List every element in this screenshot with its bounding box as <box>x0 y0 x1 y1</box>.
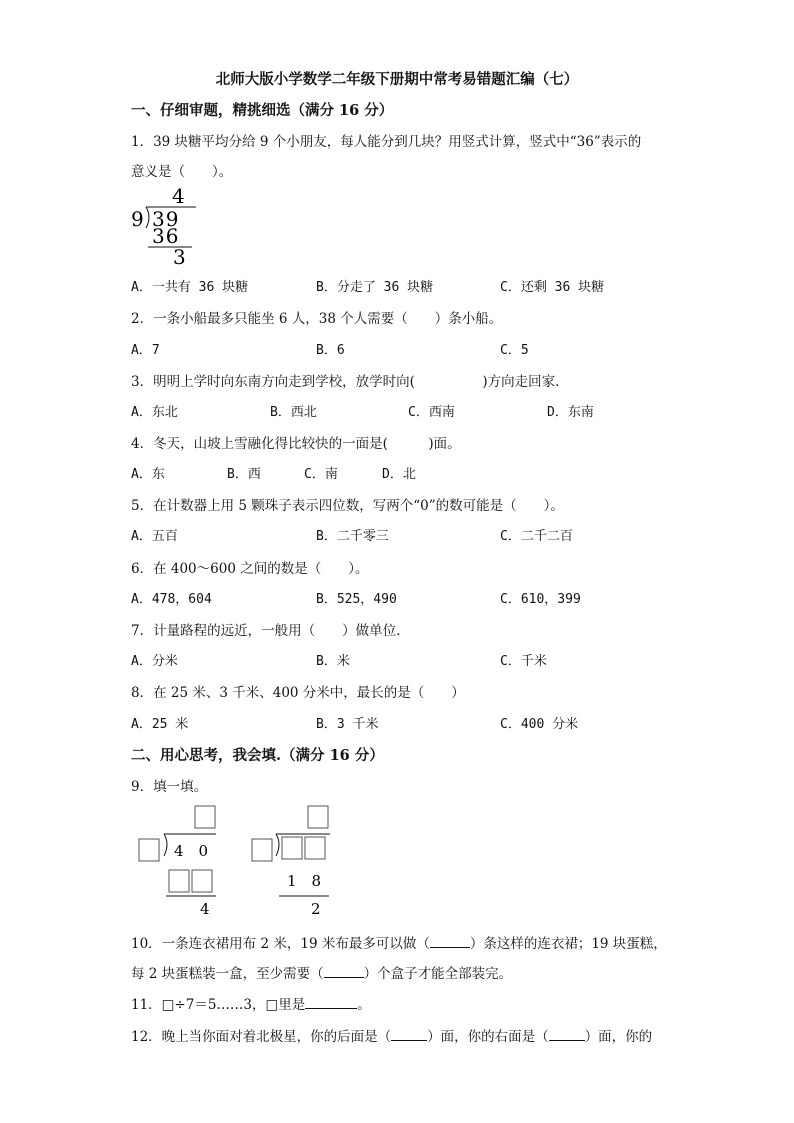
q7-option-a[interactable]: A．分米 <box>131 654 178 669</box>
left-quotient-box[interactable] <box>195 806 215 828</box>
question-3: 3．明明上学时向东南方向走到学校，放学时向( )方向走回家. <box>131 374 560 390</box>
right-dividend-box-2[interactable] <box>305 837 325 859</box>
left-divisor-box[interactable] <box>139 839 159 861</box>
right-dividend-box-1[interactable] <box>282 837 302 859</box>
question-10-line-1 <box>131 932 667 952</box>
q10-text-1: 10．一条连衣裙用布 2 米，19 米布最多可以做（ <box>131 936 430 952</box>
right-product: 1 8 <box>287 872 322 890</box>
question-11 <box>131 993 371 1013</box>
question-1-line-2: 意义是（ ）。 <box>131 164 233 180</box>
left-division <box>139 806 216 918</box>
q4-option-d[interactable]: D．北 <box>382 467 416 482</box>
division-dividend: 39 <box>152 207 180 231</box>
right-quotient-box[interactable] <box>308 806 328 828</box>
division-remainder: 3 <box>173 245 186 268</box>
q8-option-b[interactable]: B．3 千米 <box>316 717 379 732</box>
q12-text-2: ）面，你的右面是（ <box>427 1029 549 1045</box>
question-8: 8．在 25 米、3 千米、400 分米中，最长的是（ ） <box>131 685 465 701</box>
section-heading-1: 一、仔细审题，精挑细选（满分 16 分） <box>131 102 394 119</box>
q7-option-c[interactable]: C．千米 <box>500 654 547 669</box>
q1-option-a[interactable]: A．一共有 36 块糖 <box>131 280 249 295</box>
question-5: 5．在计数器上用 5 颗珠子表示四位数，写两个“0”的数可能是（ ）。 <box>131 498 564 514</box>
page-title: 北师大版小学数学二年级下册期中常考易错题汇编（七） <box>215 71 579 88</box>
q8-option-a[interactable]: A．25 米 <box>131 717 189 732</box>
q5-option-c[interactable]: C．二千二百 <box>500 529 573 544</box>
q7-option-b[interactable]: B．米 <box>316 654 350 669</box>
division-divisor: 9 <box>131 207 144 231</box>
section-heading-2: 二、用心思考，我会填.（满分 16 分） <box>131 747 384 764</box>
q10-text-4: ）个盒子才能全部装完。 <box>363 966 513 982</box>
q2-option-c[interactable]: C．5 <box>500 343 529 358</box>
q3-option-a[interactable]: A．东北 <box>131 405 178 420</box>
division-quotient: 4 <box>172 184 185 208</box>
right-bracket-curve <box>276 834 279 856</box>
q2-option-a[interactable]: A．7 <box>131 343 160 358</box>
q11-text-1: 11．□÷7＝5……3，□里是 <box>131 997 306 1013</box>
q3-option-c[interactable]: C．西南 <box>408 405 455 420</box>
question-12 <box>131 1025 652 1045</box>
left-product-box-2[interactable] <box>192 870 212 892</box>
q10-blank-2[interactable] <box>324 964 364 978</box>
question-6: 6．在 400～600 之间的数是（ ）。 <box>131 561 369 577</box>
q12-text-1: 12．晚上当你面对着北极星，你的后面是（ <box>131 1029 392 1045</box>
q3-option-d[interactable]: D．东南 <box>547 405 594 420</box>
q6-option-b[interactable]: B．525，490 <box>316 592 397 607</box>
q12-blank-1[interactable] <box>391 1027 427 1041</box>
q4-option-a[interactable]: A．东 <box>131 467 165 482</box>
fill-in-division-figures <box>134 804 334 920</box>
q1-option-c[interactable]: C．还剩 36 块糖 <box>500 280 605 295</box>
q8-option-c[interactable]: C．400 分米 <box>500 717 579 732</box>
q6-option-c[interactable]: C．610，399 <box>500 592 581 607</box>
division-product: 36 <box>152 224 180 248</box>
q5-option-a[interactable]: A．五百 <box>131 529 178 544</box>
division-bracket-curve <box>146 207 149 228</box>
right-division <box>252 806 330 918</box>
long-division-figure <box>130 184 210 268</box>
q4-option-c[interactable]: C．南 <box>304 467 338 482</box>
q11-blank[interactable] <box>305 995 357 1009</box>
q2-option-b[interactable]: B．6 <box>316 343 345 358</box>
q5-option-b[interactable]: B．二千零三 <box>316 529 389 544</box>
question-1-line-1: 1．39 块糖平均分给 9 个小朋友，每人能分到几块？用竖式计算，竖式中“36”表示的 <box>131 134 642 150</box>
q10-text-3: 每 2 块蛋糕装一盒，至少需要（ <box>131 966 324 982</box>
q6-option-a[interactable]: A．478，604 <box>131 592 212 607</box>
question-7: 7．计量路程的远近，一般用（ ）做单位. <box>131 623 401 639</box>
question-10-line-2 <box>131 962 512 982</box>
question-2: 2．一条小船最多只能坐 6 人，38 个人需要（ ）条小船。 <box>131 311 503 327</box>
q4-option-b[interactable]: B．西 <box>227 467 261 482</box>
right-divisor-box[interactable] <box>252 839 272 861</box>
left-product-box-1[interactable] <box>169 870 189 892</box>
left-bracket-curve <box>164 834 167 856</box>
q12-text-3: ）面，你的 <box>584 1029 653 1045</box>
q10-text-2: ）条这样的连衣裙；19 块蛋糕， <box>469 936 667 952</box>
question-9: 9．填一填。 <box>131 779 208 795</box>
q3-option-b[interactable]: B．西北 <box>270 405 317 420</box>
left-dividend: 4 0 <box>174 842 209 860</box>
right-remainder: 2 <box>311 900 321 918</box>
q11-text-2: 。 <box>357 997 371 1013</box>
left-remainder: 4 <box>200 900 210 918</box>
question-4: 4．冬天，山坡上雪融化得比较快的一面是( )面。 <box>131 436 461 452</box>
q10-blank-1[interactable] <box>430 934 470 948</box>
q12-blank-2[interactable] <box>549 1027 585 1041</box>
q1-option-b[interactable]: B．分走了 36 块糖 <box>316 280 434 295</box>
